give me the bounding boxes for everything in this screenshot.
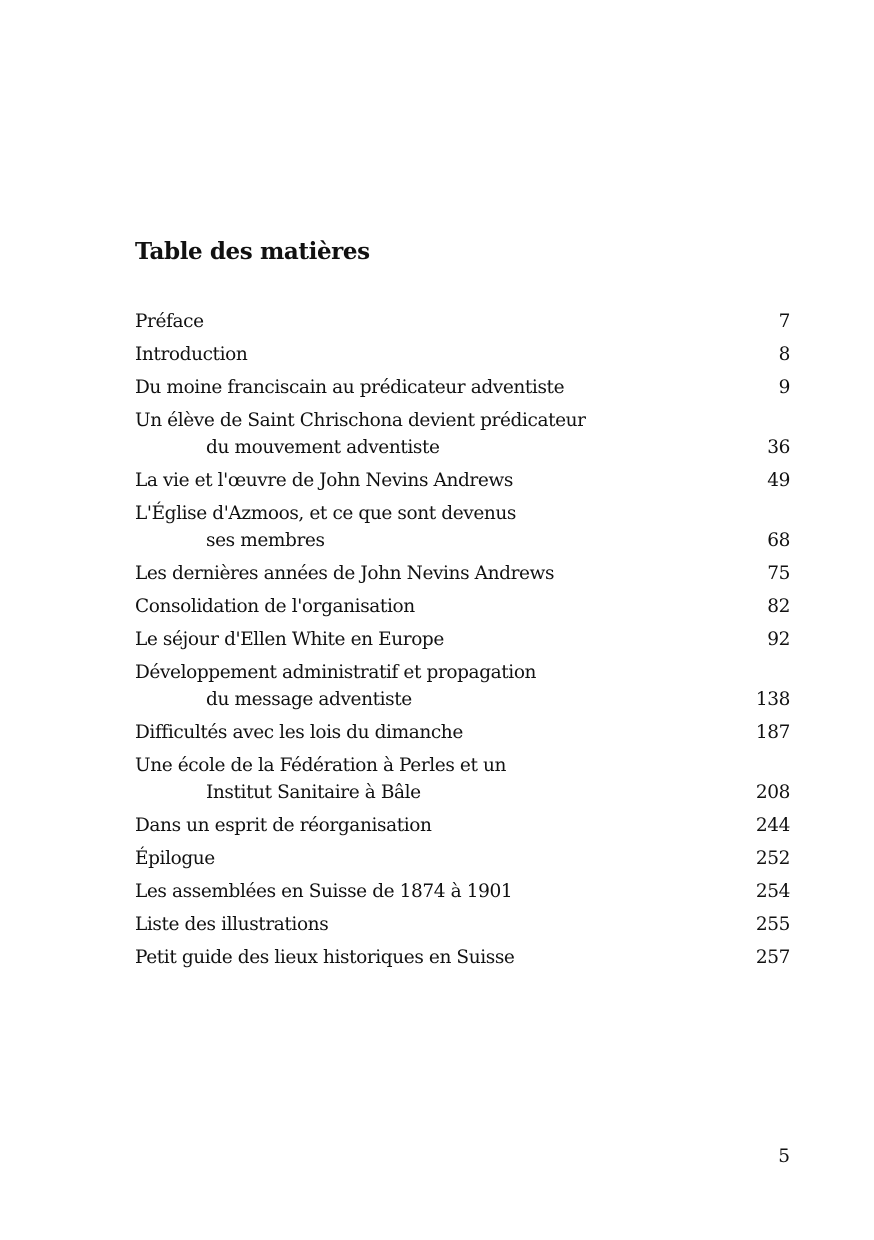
toc-entry-line1: Un élève de Saint Chrischona devient prédicateur [135,410,586,431]
toc-entry-title [135,752,750,806]
toc-entry-title [135,626,750,653]
toc-entry [135,593,790,620]
toc-entry-line1: Difficultés avec les lois du dimanche [135,722,463,743]
toc-entry-line2: du message adventiste [206,689,412,710]
page-title: Table des matières [135,238,370,265]
toc-entry-title [135,593,750,620]
toc-entry [135,911,790,938]
toc-entry [135,719,790,746]
toc-entry [135,560,790,587]
toc-entry-page: 257 [755,947,790,968]
toc-entry-line1: Petit guide des lieux historiques en Suisse [135,947,515,968]
toc-entry-line1: Les assemblées en Suisse de 1874 à 1901 [135,881,513,902]
toc-entry-title [135,341,750,368]
toc-entry [135,407,790,461]
toc-entry-line2: Institut Sanitaire à Bâle [206,782,421,803]
toc-entry [135,752,790,806]
toc-entry-title [135,560,750,587]
toc-entry-page: 252 [755,848,790,869]
toc-entry-line1: Une école de la Fédération à Perles et un [135,755,506,776]
toc-entry-line1: Développement administratif et propagation [135,662,537,683]
toc-entry [135,308,790,335]
toc-entry-title [135,911,750,938]
toc-entry-title [135,719,750,746]
toc-entry-line1: Dans un esprit de réorganisation [135,815,432,836]
toc-entry-line1: Épilogue [135,848,215,869]
toc-entry-line1: Introduction [135,344,248,365]
toc-entry-line1: L'Église d'Azmoos, et ce que sont devenus [135,503,516,524]
toc-entry-title [135,659,750,713]
toc-entry-page: 254 [755,881,790,902]
toc-entry-line1: Liste des illustrations [135,914,329,935]
toc-entry-line1: Les dernières années de John Nevins Andrews [135,563,555,584]
toc-entry-title [135,500,750,554]
toc-entry-line1: Consolidation de l'organisation [135,596,415,617]
toc-entry [135,626,790,653]
toc-entry-title [135,944,750,971]
toc-entry [135,659,790,713]
toc-entry-page: 7 [778,311,790,332]
toc-entry [135,341,790,368]
toc-entry-page: 68 [767,530,790,551]
toc-entry-page: 36 [767,437,790,458]
toc-entry-title [135,308,750,335]
toc-entry [135,500,790,554]
toc-entry-title [135,812,750,839]
toc-entry-line1: Le séjour d'Ellen White en Europe [135,629,444,650]
toc-entry-page: 187 [755,722,790,743]
toc-entry-line2: du mouvement adventiste [206,437,440,458]
toc-entry-title [135,467,750,494]
toc-entry-title [135,374,750,401]
toc-entry-page: 82 [767,596,790,617]
toc-entry-page: 138 [755,689,790,710]
toc-entry [135,878,790,905]
toc-entry-line1: La vie et l'œuvre de John Nevins Andrews [135,470,513,491]
toc-entry-page: 244 [755,815,790,836]
toc-entry-page: 9 [778,377,790,398]
toc-entry-page: 92 [767,629,790,650]
toc-entry-title [135,878,750,905]
toc-entry-line1: Préface [135,311,204,332]
toc-entry [135,812,790,839]
toc-entry [135,944,790,971]
toc-entry-line1: Du moine franciscain au prédicateur adventiste [135,377,565,398]
toc-entry [135,467,790,494]
toc-entry-page: 49 [767,470,790,491]
toc-entry [135,374,790,401]
table-of-contents [135,308,790,977]
page-number: 5 [778,1146,790,1167]
toc-entry-title [135,407,750,461]
toc-entry-page: 75 [767,563,790,584]
toc-entry-page: 255 [755,914,790,935]
toc-entry-page: 8 [778,344,790,365]
toc-entry-line2: ses membres [206,530,325,551]
toc-entry-title [135,845,750,872]
toc-entry [135,845,790,872]
toc-entry-page: 208 [755,782,790,803]
